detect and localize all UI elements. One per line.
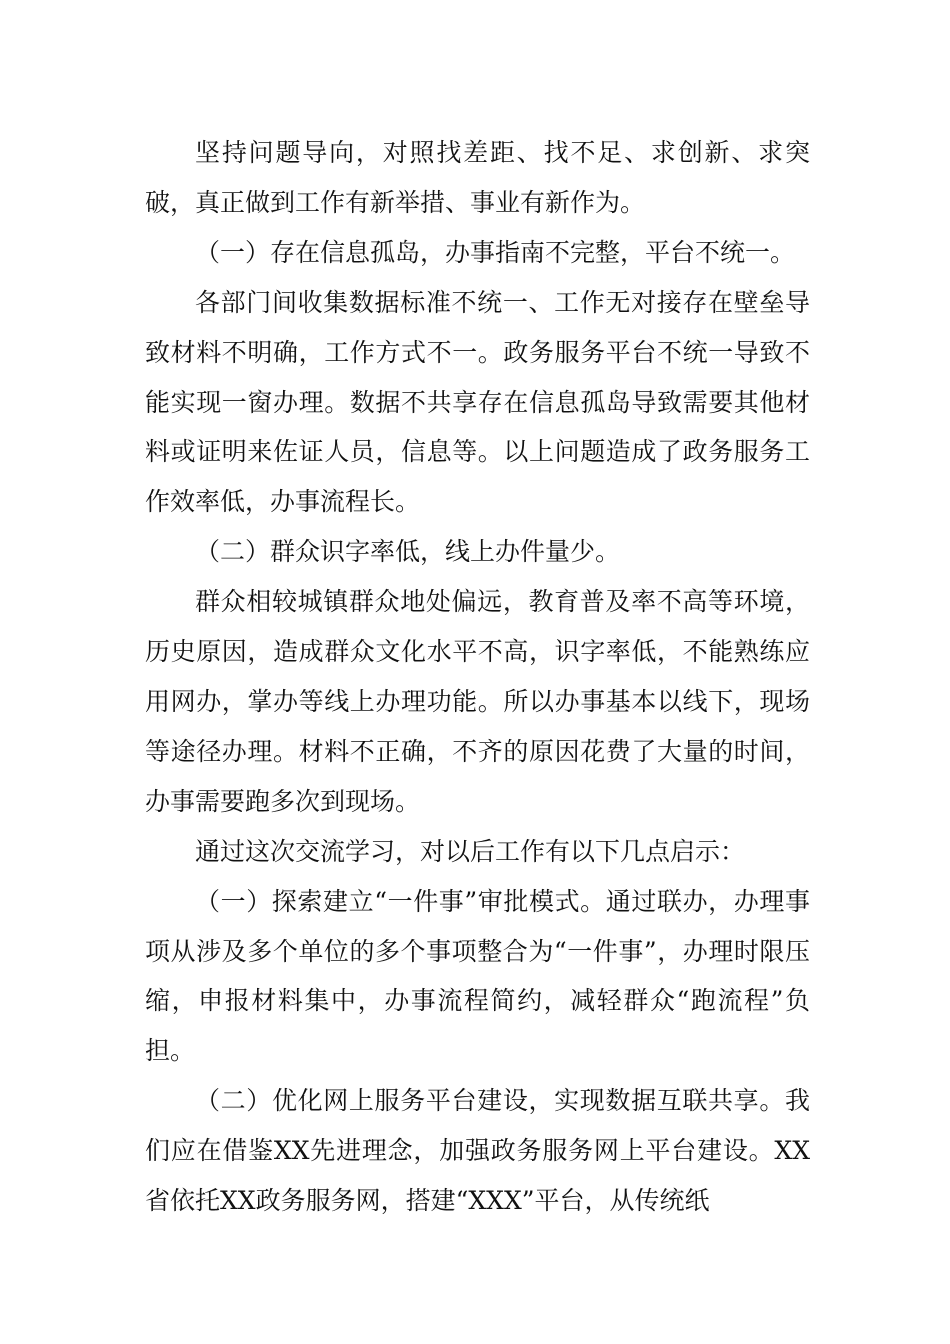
heading-1-1: （一）存在信息孤岛，办事指南不完整，平台不统一。	[195, 237, 796, 267]
paragraph-2: 各部门间收集数据标准不统一、工作无对接存在壁垒导致材料不明确，工作方式不一。政务服务平台不统一导致不能实现一窗办理。数据不共享存在信息孤岛导致需要其他材料或证明来佐证人员，信息等。以上问题造成了政务服务工作效率低，办事流程长。	[145, 287, 810, 517]
paragraph-1: 坚持问题导向，对照找差距、找不足、求创新、求突破，真正做到工作有新举措、事业有新作为。	[145, 138, 810, 217]
paragraph-5: （一）探索建立“一件事”审批模式。通过联办，办理事项从涉及多个单位的多个事项整合为“一件事”，办理时限压缩，申报材料集中，办事流程简约，减轻群众“跑流程”负担。	[145, 886, 810, 1066]
document-body	[145, 128, 810, 1226]
paragraph-3: 群众相较城镇群众地处偏远，教育普及率不高等环境，历史原因，造成群众文化水平不高，识字率低，不能熟练应用网办，掌办等线上办理功能。所以办事基本以线下，现场等途径办理。材料不正确，不齐的原因花费了大量的时间，办事需要跑多次到现场。	[145, 587, 810, 816]
paragraph-6: （二）优化网上服务平台建设，实现数据互联共享。我们应在借鉴XX先进理念，加强政务服务网上平台建设。XX省依托XX政务服务网，搭建“XXX”平台，从传统纸	[145, 1086, 810, 1216]
heading-1-2: （二）群众识字率低，线上办件量少。	[195, 537, 621, 567]
paragraph-4: 通过这次交流学习，对以后工作有以下几点启示：	[195, 836, 746, 866]
